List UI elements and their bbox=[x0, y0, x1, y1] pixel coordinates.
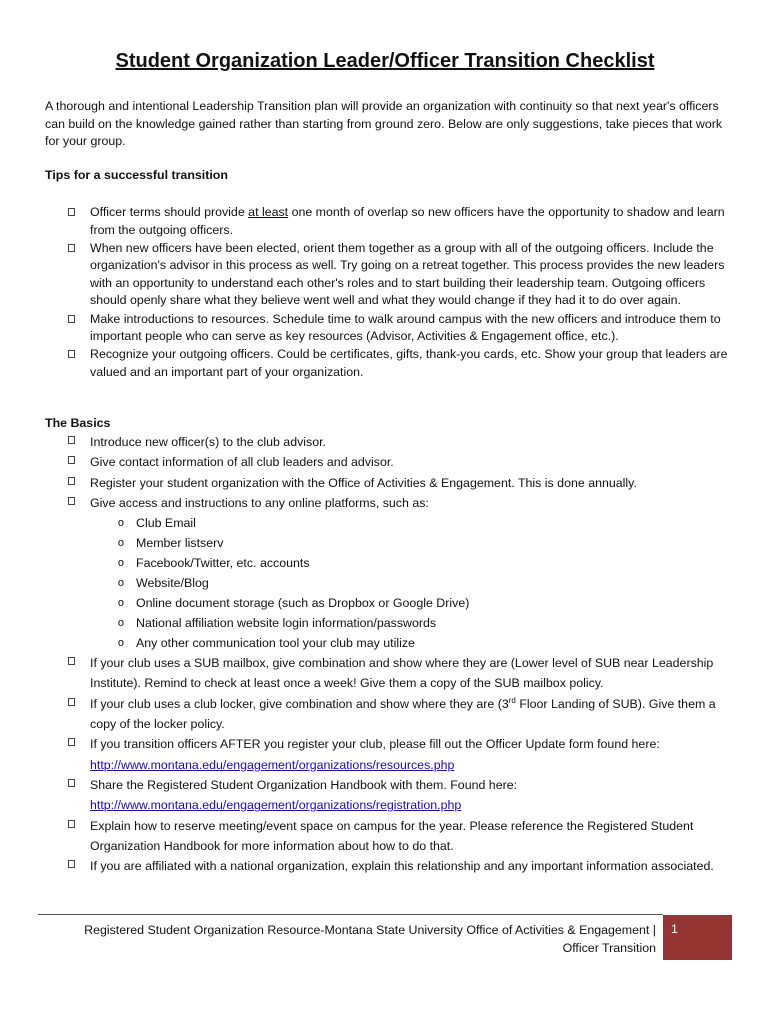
tip-text: When new officers have been elected, orient them together as a group with all of the outgoing officers. Include the organization's advisor in this process as well. Try going on a retreat together. This process provides the new leaders with an opportunity to understand each other's roles and to start building their leadership team. Outgoing officers should openly share what they believe went well and what they would change if they had it to do over again. bbox=[90, 240, 725, 308]
checkbox-icon bbox=[68, 350, 75, 358]
list-item bbox=[45, 452, 735, 472]
list-item bbox=[45, 653, 735, 694]
checkbox-icon bbox=[68, 820, 75, 828]
checkbox-icon bbox=[68, 860, 75, 868]
page-number: 1 bbox=[671, 922, 678, 936]
basics-text: Share the Registered Student Organization Handbook with them. Found here: http://www.montana.edu/engagement/organizations/registration.php bbox=[90, 777, 518, 813]
circle-bullet-icon: o bbox=[117, 617, 124, 630]
footer bbox=[38, 922, 656, 957]
sub-list-item: o Website/Blog bbox=[45, 573, 735, 593]
checkbox-icon bbox=[68, 208, 75, 216]
checkbox-icon bbox=[68, 738, 75, 746]
basics-text: If you transition officers AFTER you register your club, please fill out the Officer Update form found here: http://www.montana.edu/engagement/organizations/resources.php bbox=[90, 737, 660, 772]
basics-heading: The Basics bbox=[45, 416, 111, 430]
list-item bbox=[45, 204, 735, 239]
circle-bullet-icon: o bbox=[117, 597, 124, 610]
circle-bullet-icon: o bbox=[117, 517, 124, 530]
checkbox-icon bbox=[68, 436, 75, 444]
checkbox-icon bbox=[68, 779, 75, 787]
sub-list-item: o Member listserv bbox=[45, 533, 735, 553]
tip-text: Officer terms should provide at least one month of overlap so new officers have the opportunity to shadow and learn from the outgoing officers. bbox=[90, 205, 725, 237]
list-item bbox=[45, 311, 735, 346]
list-item bbox=[45, 734, 735, 775]
checkbox-icon bbox=[68, 315, 75, 323]
checkbox-icon bbox=[68, 657, 75, 665]
list-item bbox=[45, 816, 735, 857]
intro-paragraph: A thorough and intentional Leadership Transition plan will provide an organization with continuity so that next year's officers can build on the knowledge gained rather than starting from ground zero. Below are only suggestions, take pieces that work for your group. bbox=[45, 99, 723, 148]
list-item bbox=[45, 240, 735, 310]
sub-list-item: o Facebook/Twitter, etc. accounts bbox=[45, 553, 735, 573]
footer-divider bbox=[38, 914, 663, 915]
basics-text: Give access and instructions to any online platforms, such as: bbox=[90, 495, 429, 510]
circle-bullet-icon: o bbox=[117, 557, 124, 570]
basics-text: Explain how to reserve meeting/event space on campus for the year. Please reference the Registered Student Organization Handbook for more information about how to do that. bbox=[90, 818, 694, 853]
sub-list-container bbox=[45, 513, 735, 653]
checkbox-icon bbox=[68, 477, 75, 485]
tips-list bbox=[45, 204, 735, 382]
footer-line-1: Registered Student Organization Resource-Montana State University Office of Activities & Engagement | bbox=[84, 923, 656, 937]
basics-text: If your club uses a club locker, give combination and show where they are (3rd Floor Landing of SUB). Give them a copy of the locker policy. bbox=[90, 695, 716, 732]
officer-update-form-link[interactable]: http://www.montana.edu/engagement/organizations/resources.php bbox=[90, 757, 455, 772]
basics-text: If your club uses a SUB mailbox, give combination and show where they are (Lower level of SUB near Leadership Institute). Remind to check at least once a week! Give them a copy of the SUB mailbox policy. bbox=[90, 656, 714, 691]
page-number-box bbox=[663, 915, 732, 960]
basics-text: Register your student organization with the Office of Activities & Engagement. This is done annually. bbox=[90, 475, 637, 490]
basics-text: Give contact information of all club leaders and advisor. bbox=[90, 455, 394, 470]
basics-text: If you are affiliated with a national organization, explain this relationship and any important information associated. bbox=[90, 859, 714, 874]
list-item bbox=[45, 432, 735, 452]
list-item bbox=[45, 346, 735, 381]
tips-heading: Tips for a successful transition bbox=[45, 168, 228, 182]
circle-bullet-icon: o bbox=[117, 537, 124, 550]
list-item bbox=[45, 473, 735, 493]
circle-bullet-icon: o bbox=[117, 637, 124, 650]
list-item bbox=[45, 694, 735, 735]
sub-list-item: o National affiliation website login information/passwords bbox=[45, 613, 735, 633]
circle-bullet-icon: o bbox=[117, 577, 124, 590]
emphasis-underline: at least bbox=[248, 205, 289, 219]
tip-text: Recognize your outgoing officers. Could be certificates, gifts, thank-you cards, etc. Show your group that leaders are valued and an important part of your organization. bbox=[90, 347, 728, 379]
basics-text: Introduce new officer(s) to the club advisor. bbox=[90, 435, 327, 449]
page-title: Student Organization Leader/Officer Transition Checklist bbox=[115, 50, 655, 72]
list-item bbox=[45, 493, 735, 513]
sub-list-item: o Club Email bbox=[45, 513, 735, 533]
footer-line-2: Officer Transition bbox=[562, 940, 656, 955]
checkbox-icon bbox=[68, 497, 75, 505]
list-item bbox=[45, 856, 735, 876]
checkbox-icon bbox=[68, 698, 75, 706]
checkbox-icon bbox=[68, 456, 75, 464]
list-item bbox=[45, 775, 735, 816]
sub-list-item: o Any other communication tool your club may utilize bbox=[45, 633, 735, 653]
checkbox-icon bbox=[68, 244, 75, 252]
registration-handbook-link[interactable]: http://www.montana.edu/engagement/organizations/registration.php bbox=[90, 798, 462, 813]
basics-list bbox=[45, 432, 735, 876]
online-platforms-list bbox=[45, 513, 735, 653]
sub-list-item: o Online document storage (such as Dropbox or Google Drive) bbox=[45, 593, 735, 613]
tip-text: Make introductions to resources. Schedule time to walk around campus with the new officers and introduce them to important people who can serve as key resources (Advisor, Activities & Engagement office, etc.). bbox=[90, 311, 721, 344]
